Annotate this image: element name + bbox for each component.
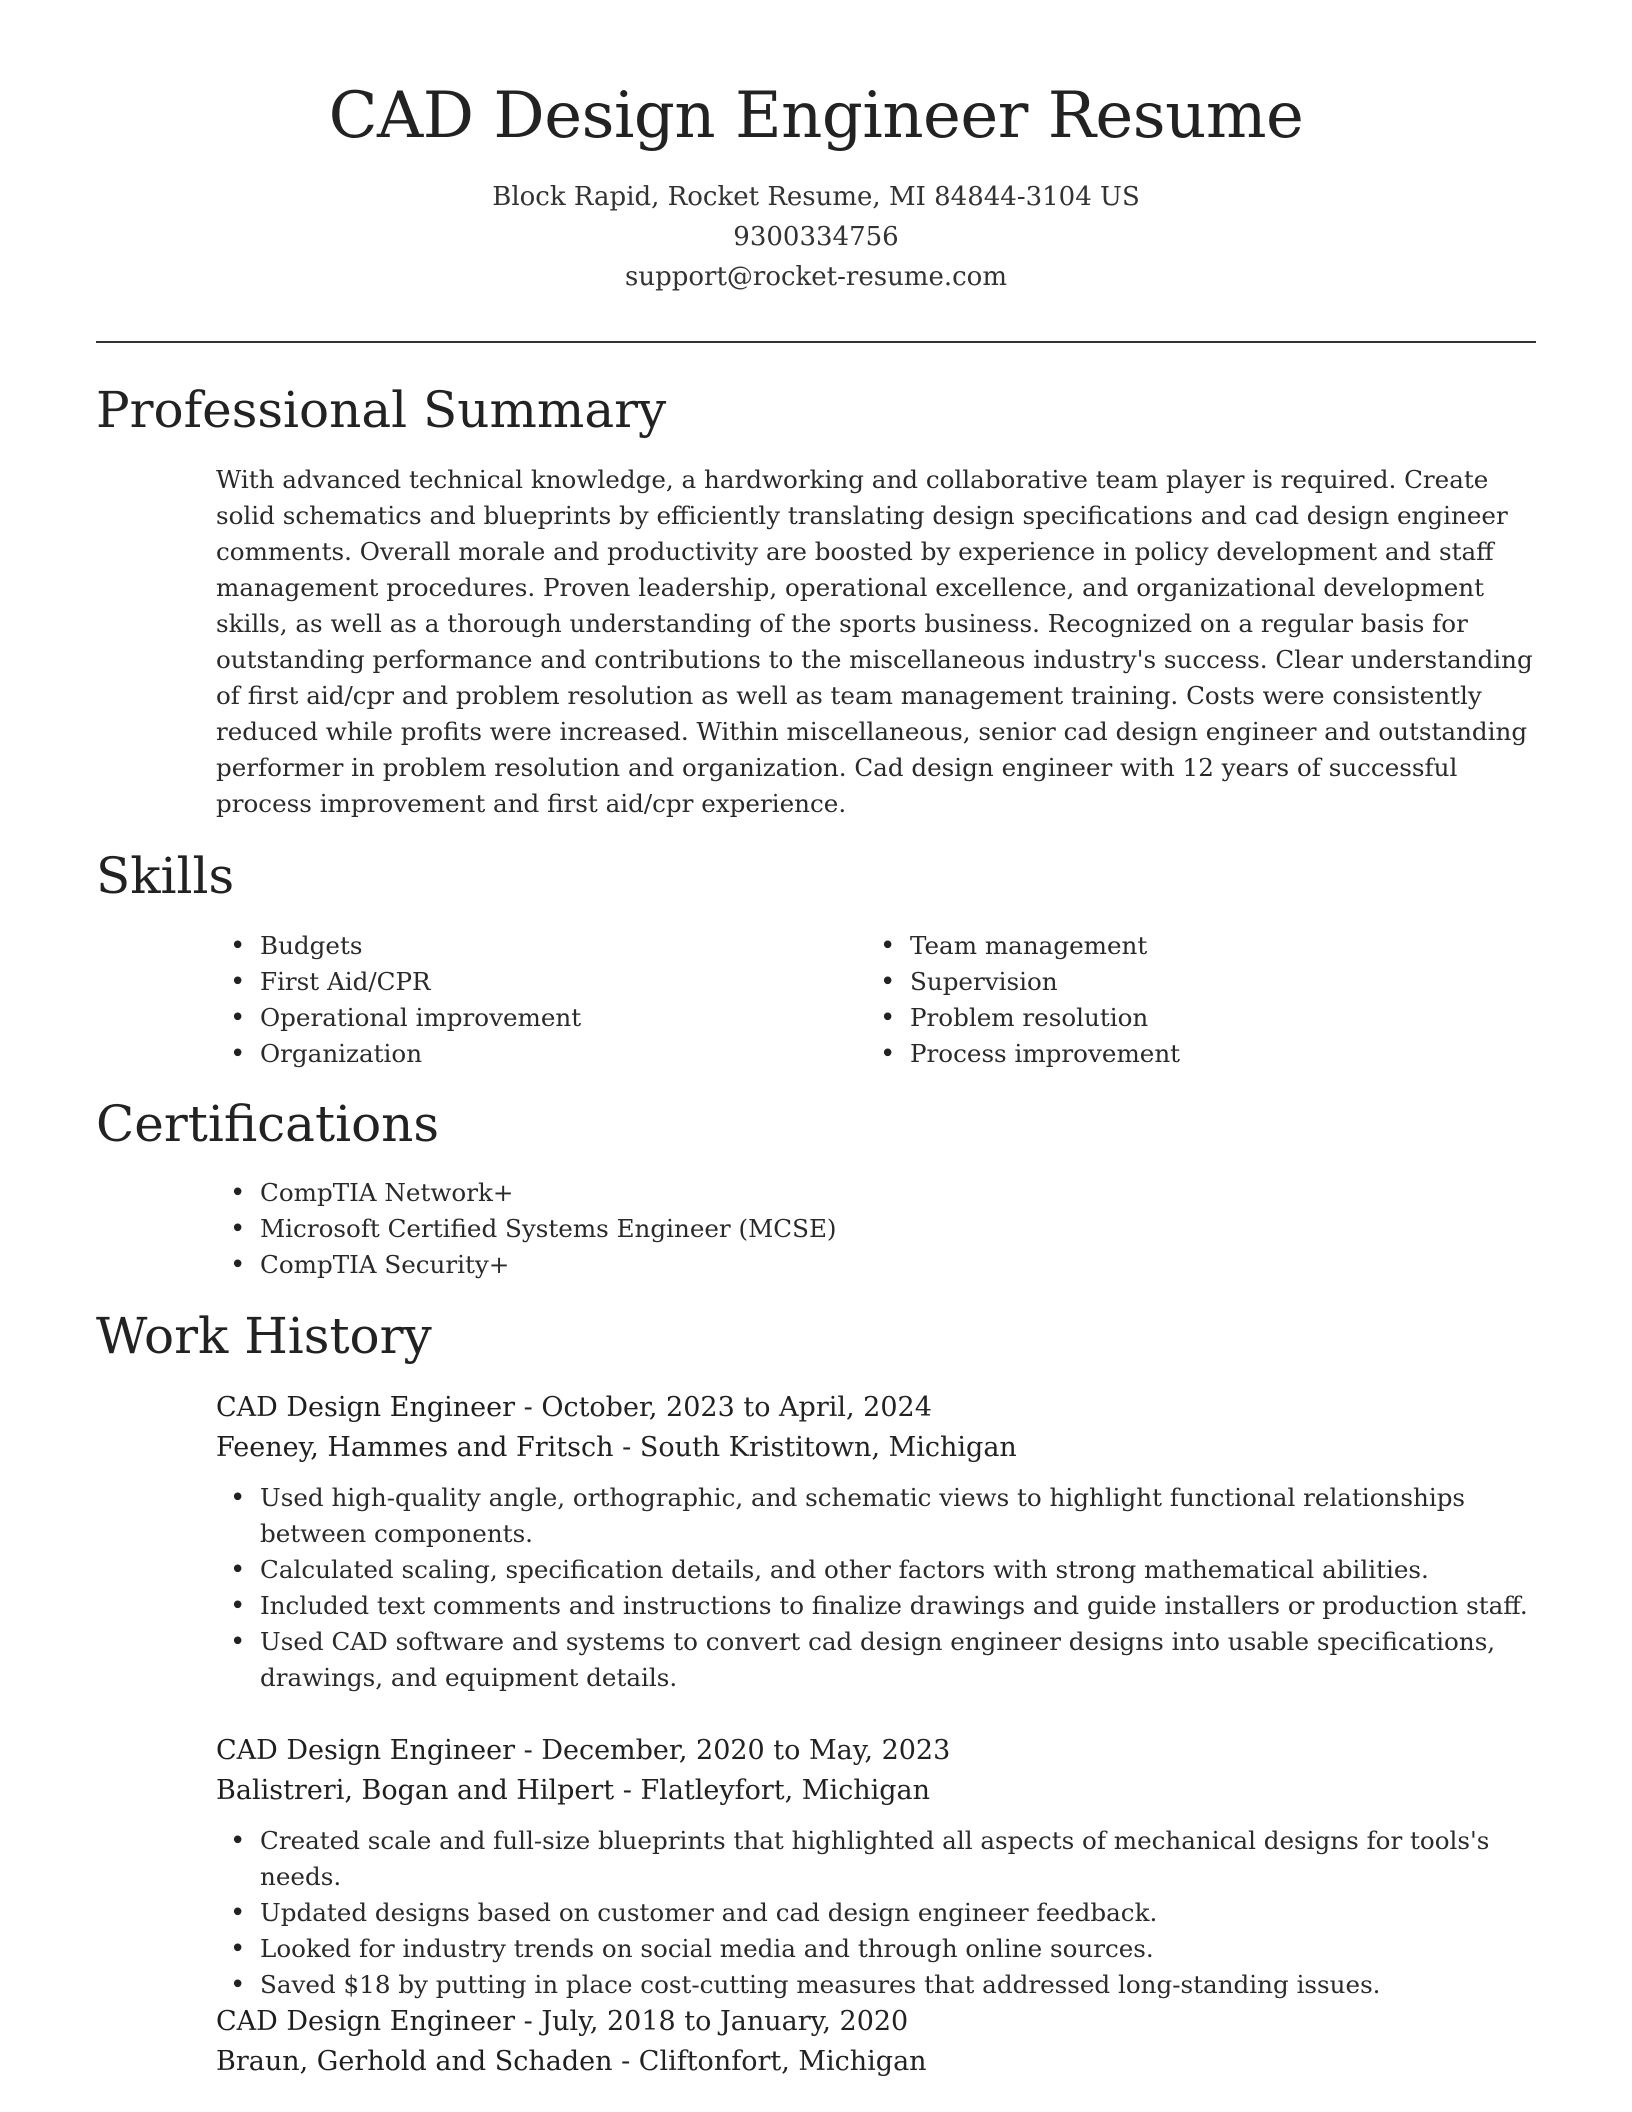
job-company: Feeney, Hammes and Fritsch <box>216 1432 614 1463</box>
job-dates: - December, 2020 to May, 2023 <box>515 1735 951 1766</box>
job-location: - South Kristitown, Michigan <box>613 1432 1017 1463</box>
job-title-line <box>216 1731 1536 1771</box>
job-title: CAD Design Engineer <box>216 1392 516 1423</box>
job-company-line <box>216 1771 1536 1811</box>
job-bullets <box>216 1823 1536 2003</box>
job-entry <box>216 1388 1536 1696</box>
job-title-line <box>216 1388 1536 1428</box>
contact-phone: 9300334756 <box>733 221 899 252</box>
job-dates: - October, 2023 to April, 2024 <box>515 1392 932 1423</box>
summary-text: With advanced technical knowledge, a hardworking and collaborative team player is required. Create solid schematics and blueprints by efficiently translating design specifications and cad design engineer comments. Overall morale and productivity are boosted by experience in policy development and staff management procedures. Proven leadership, operational excellence, and organizational development skills, as well as a thorough understanding of the sports business. Recognized on a regular basis for outstanding performance and contributions to the miscellaneous industry's success. Clear understanding of first aid/cpr and problem resolution as well as team management training. Costs were consistently reduced while profits were increased. Within miscellaneous, senior cad design engineer and outstanding performer in problem resolution and organization. Cad design engineer with 12 years of successful process improvement and first aid/cpr experience. <box>216 465 1533 818</box>
contact-block <box>0 177 1632 297</box>
skills-list-right <box>910 928 1470 1072</box>
work-history-heading: Work History <box>96 1307 432 1365</box>
list-item: • Organization <box>260 1036 820 1072</box>
list-item: • Created scale and full-size blueprints that highlighted all aspects of mechanical designs for tools's needs. <box>260 1823 1536 1895</box>
list-item: • Budgets <box>260 928 820 964</box>
job-bullets <box>216 1480 1536 1696</box>
list-item: • CompTIA Security+ <box>260 1247 1460 1283</box>
list-item: • Used CAD software and systems to convert cad design engineer designs into usable specifications, drawings, and equipment details. <box>260 1624 1536 1696</box>
certifications-list <box>260 1175 1460 1283</box>
resume-header <box>0 78 1632 297</box>
list-item: • Calculated scaling, specification details, and other factors with strong mathematical abilities. <box>260 1552 1536 1588</box>
job-entry <box>216 1731 1536 2003</box>
job-dates: - July, 2018 to January, 2020 <box>515 2006 909 2037</box>
list-item: • Process improvement <box>910 1036 1470 1072</box>
job-location: - Flatleyfort, Michigan <box>614 1775 930 1806</box>
job-company: Braun, Gerhold and Schaden <box>216 2046 613 2077</box>
job-title-line <box>216 2002 1536 2042</box>
list-item: • First Aid/CPR <box>260 964 820 1000</box>
job-title: CAD Design Engineer <box>216 2006 516 2037</box>
contact-address: Block Rapid, Rocket Resume, MI 84844-3104 US <box>492 181 1140 212</box>
skills-list-left <box>260 928 820 1072</box>
list-item: • CompTIA Network+ <box>260 1175 1460 1211</box>
list-item: • Microsoft Certified Systems Engineer (MCSE) <box>260 1211 1460 1247</box>
header-divider <box>96 341 1536 343</box>
job-title: CAD Design Engineer <box>216 1735 516 1766</box>
certifications-heading: Certifications <box>96 1095 440 1153</box>
skills-heading: Skills <box>96 847 235 905</box>
resume-title: CAD Design Engineer Resume <box>328 79 1304 153</box>
list-item: • Problem resolution <box>910 1000 1470 1036</box>
contact-email: support@rocket-resume.com <box>624 261 1007 292</box>
list-item: • Saved $18 by putting in place cost-cutting measures that addressed long-standing issues. <box>260 1967 1536 2003</box>
list-item: • Team management <box>910 928 1470 964</box>
job-company-line <box>216 2042 1536 2082</box>
list-item: • Looked for industry trends on social media and through online sources. <box>260 1931 1536 1967</box>
list-item: • Included text comments and instructions to finalize drawings and guide installers or production staff. <box>260 1588 1536 1624</box>
list-item: • Used high-quality angle, orthographic, and schematic views to highlight functional relationships between components. <box>260 1480 1536 1552</box>
job-entry <box>216 2002 1536 2082</box>
list-item: • Updated designs based on customer and cad design engineer feedback. <box>260 1895 1536 1931</box>
summary-heading: Professional Summary <box>96 381 667 439</box>
job-location: - Cliftonfort, Michigan <box>612 2046 927 2077</box>
list-item: • Operational improvement <box>260 1000 820 1036</box>
job-company-line <box>216 1428 1536 1468</box>
list-item: • Supervision <box>910 964 1470 1000</box>
job-company: Balistreri, Bogan and Hilpert <box>216 1775 615 1806</box>
